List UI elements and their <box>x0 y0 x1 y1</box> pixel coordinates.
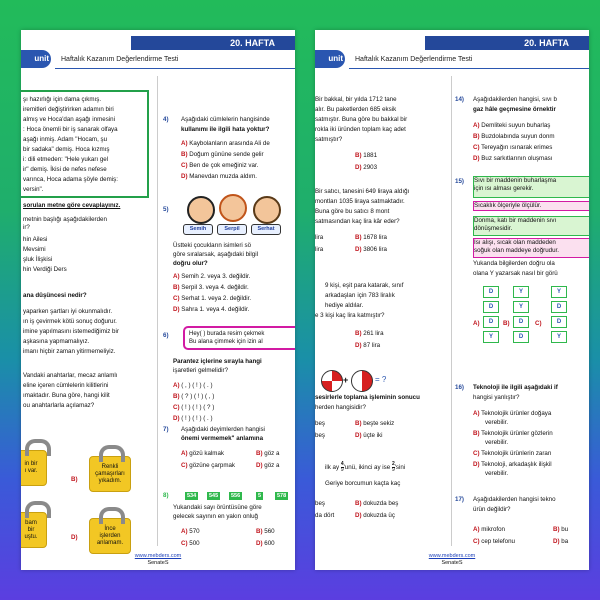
q13-text: sesirlerle toplama işleminin sonucu <box>315 394 420 401</box>
questions-title: sorulan metne göre cevaplayınız. <box>23 202 121 209</box>
fraction-circle-icon <box>321 370 343 392</box>
q13-text: herden hangisidir? <box>315 404 366 411</box>
q15-statement: Donma, katı bir maddenin sıvı dönüşmesidir. <box>473 216 589 236</box>
q1-text: metnin başlığı aşağıdakilerden <box>23 216 107 223</box>
q8-text: gelecek sayının en yakın onluğ <box>173 513 258 520</box>
padlock-icon <box>89 456 131 492</box>
test-subtitle: Haftalık Kazanım Değerlendirme Testi <box>349 52 589 69</box>
q15-text: Yukarıda bilgilerden doğru ola <box>473 260 555 267</box>
q12-text: e 3 kişi kaç lira katmıştır? <box>315 312 385 319</box>
q14b-option-b: B) Buzdolabında suyun donm <box>473 133 555 140</box>
answer-cell: Y <box>483 331 499 343</box>
q5-option-c: C) Serhat 1. veya 2. değildir. <box>173 295 252 302</box>
q10-text: alır. Bu paketlerden 685 eksik <box>315 106 397 113</box>
q4-option-d: D) Manevdan muzda aldım. <box>181 173 258 180</box>
left-page <box>21 30 295 570</box>
reading-line: varınca, Hoca adama şöyle demiş: <box>23 176 118 183</box>
plus-sign: + <box>343 375 349 385</box>
q1-option: hin Ailesi <box>23 236 48 243</box>
q7-option-d: D) göz a <box>256 462 280 469</box>
week-banner <box>131 36 295 50</box>
q11-text: satmasından kaç lira kâr eder? <box>315 218 400 225</box>
q15-statement: Sıvı bir maddenin buharlaşma için ısı alması gerekir. <box>473 176 589 198</box>
lock-text: bir <box>27 526 35 533</box>
q11-option-b: B) 1678 lira <box>355 234 388 241</box>
answer-cell: Y <box>513 301 529 313</box>
logo-text: unit <box>34 54 49 63</box>
q11-option-d: D) 3806 lira <box>355 246 388 253</box>
child-avatar <box>187 196 215 224</box>
q15-text: olana Y yazarsak nasıl bir görü <box>473 270 558 277</box>
q13-option-d: D) üçte iki <box>355 432 383 439</box>
q17-option-d: D) ba <box>553 538 569 545</box>
fraction: 4 9 <box>340 461 344 473</box>
child-avatar <box>219 194 247 222</box>
q16-option-a: A) Teknolojik ürünler doğaya <box>473 410 552 417</box>
q7-option-a: A) gözü kalmak <box>181 450 225 457</box>
q14b-number: 14) <box>455 96 464 103</box>
q12-text: arkadaşları için 783 liralık <box>325 292 395 299</box>
q16-number: 16) <box>455 384 464 391</box>
q10-text: rokla iki üründen toplam kaç adet <box>315 126 406 133</box>
q7-number: 7) <box>163 426 169 433</box>
q13-option-a: beş <box>315 420 325 427</box>
child-name-tag: Serhat <box>251 224 281 235</box>
reading-line: şı hazırlığı için dama çıkmış. <box>23 96 102 103</box>
q17-option-b: B) bu <box>553 526 569 533</box>
lock-text: ı var. <box>24 468 38 474</box>
q4-number: 4) <box>163 116 169 123</box>
reading-line: almış ve Hoca'dan aşağı inmesini <box>23 116 115 123</box>
q1-option: Mevsimi <box>23 246 46 253</box>
padlock-icon <box>89 518 131 554</box>
q11-option-c: lira <box>315 246 324 253</box>
q6-option-d: D) ( ! ) ( ! ) ( . ) <box>173 415 213 422</box>
q3-text: eline içeren cümlelerin kilitlerini <box>23 382 109 389</box>
q14b-option-a: A) Demliteki suyun buharlaş <box>473 122 551 129</box>
q17-text: Aşağıdakilerden hangisi tekno <box>473 496 556 503</box>
q10-text: Bir bakkal, bir yılda 1712 tane <box>315 96 397 103</box>
q5-text: göre sıralarsak, aşağıdaki bilgil <box>173 251 258 258</box>
option-label: B) <box>71 476 78 483</box>
fraction-circle-icon <box>351 370 373 392</box>
reading-line: aşağı inmiş. Adam "Hocam, şu <box>23 136 108 143</box>
answer-cell: Y <box>551 331 567 343</box>
q14-option-b: B) dokuzda beş <box>355 500 399 507</box>
reading-line: : Hoca önemli bir iş sanarak olfaya <box>23 126 118 133</box>
lock-text: uştu. <box>24 533 38 540</box>
q5-option-d: D) Sahra 1. veya 4. değildir. <box>173 306 250 313</box>
lock-text: bam <box>25 519 37 526</box>
lock-text: anlamam. <box>96 539 124 546</box>
lock-text: in bir <box>24 461 38 467</box>
answer-cell: D <box>513 331 529 343</box>
reading-line: ir" demiş. İkisi de nefes nefese <box>23 166 107 173</box>
q14b-text: gaz hâle geçmesine örnektir <box>473 106 556 113</box>
footer-link[interactable]: www.mebders.com <box>428 553 476 559</box>
q4-text-b: kullanımı ile ilgili hata yoktur? <box>181 126 270 133</box>
q3-text: ou anahtarlarla açılamaz? <box>23 402 95 409</box>
pattern-number: 545 <box>209 493 219 499</box>
q8-option-d: D) 600 <box>256 540 275 547</box>
week-label: 20. HAFTA <box>230 38 275 48</box>
answer-cell: D <box>551 316 567 328</box>
q1-text-b: ir? <box>23 224 30 231</box>
option-label: A) <box>473 320 480 327</box>
lock-text: işlerden <box>99 532 121 539</box>
child-avatar <box>253 196 281 224</box>
answer-cell: Y <box>551 286 567 298</box>
q6-sentence-box <box>183 326 295 350</box>
q12-option-d: D) 87 lira <box>355 342 381 349</box>
q8-text: Yukarıdaki sayı örüntüsüne göre <box>173 504 262 511</box>
week-banner <box>425 36 589 50</box>
answer-cell: D <box>513 316 529 328</box>
q14-option-a: beş <box>315 500 325 507</box>
q16-option-b: B) Teknolojik ürünler gözlerin <box>473 430 553 437</box>
q16-option-d: D) Teknoloji, arkadaşlık ilişkil <box>473 461 552 468</box>
column-divider <box>157 76 158 546</box>
lock-text: İnce <box>104 525 116 532</box>
q6-option-b: B) ( ? ) ( ! ) ( , ) <box>173 393 215 400</box>
padlock-icon <box>21 450 47 486</box>
q4-option-b: B) Doğum gününe sende gelir <box>181 151 264 158</box>
q16-option-a-cont: verebilir. <box>485 419 509 426</box>
q6-option-c: C) ( ! ) ( ! ) ( ? ) <box>173 404 215 411</box>
q2-option: yaparken şartları iyi okunmalıdır. <box>23 308 113 315</box>
reading-line: bir sadaka" demiş. Hoca kızmış <box>23 146 110 153</box>
column-divider <box>451 76 452 546</box>
q14b-option-d: D) Buz sarkıtlarının oluşması <box>473 155 553 162</box>
q2-option: imanı hiçbir zaman yitirmemeliyiz. <box>23 348 116 355</box>
q10-text: satmıştır? <box>315 136 343 143</box>
q10-option-d: D) 2903 <box>355 164 378 171</box>
q16-text: Teknoloji ile ilgili aşağıdaki if <box>473 384 558 391</box>
q16-option-c: C) Teknolojik ürünlerin zararı <box>473 450 552 457</box>
q12-text: 9 kişi, eşit para katarak, sınıf <box>325 282 404 289</box>
q5-number: 5) <box>163 206 169 213</box>
option-label: C) <box>535 320 542 327</box>
q4-option-a: A) Kaybolanların arasında Ali de <box>181 140 270 147</box>
q7-text: önemi vermemek" anlamına <box>181 435 264 442</box>
lock-text: çamaşırları <box>95 470 125 477</box>
q17-option-a: A) mikrofon <box>473 526 505 533</box>
q13-option-c: beş <box>315 432 325 439</box>
q6-option-a: A) ( , ) ( ! ) ( . ) <box>173 382 213 389</box>
logo <box>315 50 345 68</box>
q1-option: şluk İlişkisi <box>23 256 53 263</box>
q7-option-c: C) gözüne çarpmak <box>181 462 236 469</box>
q11-option-a: lira <box>315 234 324 241</box>
q10-option-b: B) 1881 <box>355 152 378 159</box>
footer-author: SenateS <box>441 560 463 566</box>
q16-option-b-cont: verebilir. <box>485 439 509 446</box>
q8-option-a: A) 570 <box>181 528 200 535</box>
q14b-text: Aşağıdakilerden hangisi, sıvı b <box>473 96 557 103</box>
q12-text: hediye aldılar. <box>325 302 364 309</box>
q15-statement: Isı alışı, sıcak olan maddeden soğuk olan maddeye doğrudur. <box>473 238 589 258</box>
child-name-tag: Serpil <box>217 224 247 235</box>
reading-line: versin". <box>23 186 44 193</box>
q6-text: Parantez içlerine sırayla hangi <box>173 358 262 365</box>
lock-text: Renkli <box>101 463 119 470</box>
q3-text: ımaktadır. Buna göre, hangi kilit <box>23 392 110 399</box>
logo <box>21 50 51 68</box>
q2-option: aşkasına yapmamalıyız. <box>23 338 90 345</box>
q6-number: 6) <box>163 332 169 339</box>
footer-author: SenateS <box>147 560 169 566</box>
q13-option-b: B) beşte sekiz <box>355 420 395 427</box>
lock-text: yıkadım. <box>98 477 122 484</box>
option-label: D) <box>71 534 78 541</box>
q17-option-c: C) cep telefonu <box>473 538 515 545</box>
right-page <box>315 30 589 570</box>
q5-option-a: A) Semih 2. veya 3. değildir. <box>173 273 251 280</box>
pattern-number: 556 <box>231 493 241 499</box>
q11-text: Buna göre bu satıcı 8 mont <box>315 208 390 215</box>
equals-sign: = ? <box>375 375 387 384</box>
pattern-number: 5 <box>258 493 262 499</box>
padlock-icon <box>21 512 47 548</box>
q14-text: ilk ay 4 9'unü, ikinci ay ise 2 9'sini <box>325 461 406 473</box>
reading-line: i: dili etmeden: "Hele yukarı gel <box>23 156 109 163</box>
q6-sentence: Hey( ) burada resim çekmek <box>189 331 265 337</box>
footer-link[interactable]: www.mebders.com <box>134 553 182 559</box>
test-subtitle: Haftalık Kazanım Değerlendirme Testi <box>55 52 295 69</box>
page-footer <box>21 553 295 567</box>
child-name-tag: Semih <box>183 224 213 235</box>
fraction: 2 9 <box>391 461 395 473</box>
q11-text: Bir satıcı, tanesini 649 liraya aldığı <box>315 188 410 195</box>
q8-number: 8) <box>163 492 169 499</box>
q7-option-b: B) göz a <box>256 450 280 457</box>
logo-text: unit <box>328 54 343 63</box>
answer-cell: D <box>483 286 499 298</box>
q11-text: montları 1035 liraya satmaktadır. <box>315 198 405 205</box>
answer-cell: D <box>483 301 499 313</box>
answer-cell: D <box>483 316 499 328</box>
q3-text: Vandaki anahtarlar, mecaz anlamlı <box>23 372 118 379</box>
pattern-number: 578 <box>277 493 287 499</box>
q6-sentence: Bu alana çimmek için izin al <box>189 339 263 345</box>
q6-text: işaretleri gelmelidir? <box>173 367 229 374</box>
q5-option-b: B) Serpil 3. veya 4. değildir. <box>173 284 249 291</box>
q4-text: Aşağıdaki cümlelerin hangisinde <box>181 116 270 123</box>
page-footer <box>315 553 589 567</box>
q10-text: satmıştır. Buna göre bu bakkal bir <box>315 116 408 123</box>
q4-option-c: C) Ben de çok emeğiniz var. <box>181 162 259 169</box>
q8-option-b: B) 560 <box>256 528 275 535</box>
q16-text: hangisi yanlıştır? <box>473 394 520 401</box>
answer-cell: Y <box>513 286 529 298</box>
q2-option: imine yapılmasını istemediğimiz bir <box>23 328 119 335</box>
pattern-number: 534 <box>187 493 197 499</box>
q7-text: Aşağıdaki deyimlerden hangisi <box>181 426 265 433</box>
q16-option-d-cont: verebilir. <box>485 470 509 477</box>
q15-statement: Sıcaklık ölçeriyle ölçülür. <box>473 201 589 211</box>
q5-text: Üstteki çocukların isimleri sö <box>173 242 252 249</box>
option-label: B) <box>503 320 510 327</box>
q2-option: ın iş çevirmek kötü sonuç doğurur. <box>23 318 117 325</box>
reading-line: iremitleri değiştirirken adamın biri <box>23 106 114 113</box>
answer-cell: D <box>551 301 567 313</box>
q14b-option-c: C) Tereyağın ısınarak erimes <box>473 144 553 151</box>
q14-text: Geriye borcumun kaçta kaç <box>325 480 401 487</box>
q8-option-c: C) 500 <box>181 540 200 547</box>
q1-option: hin Verdiği Ders <box>23 266 67 273</box>
q12-option-b: B) 261 lira <box>355 330 384 337</box>
week-label: 20. HAFTA <box>524 38 569 48</box>
q14-option-d: D) dokuzda üç <box>355 512 395 519</box>
q15-number: 15) <box>455 178 464 185</box>
q17-number: 17) <box>455 496 464 503</box>
q2-text: ana düşüncesi nedir? <box>23 292 87 299</box>
q14-option-c: da dört <box>315 512 335 519</box>
q17-text: ürün değildir? <box>473 506 511 513</box>
q5-text: doğru olur? <box>173 260 208 267</box>
